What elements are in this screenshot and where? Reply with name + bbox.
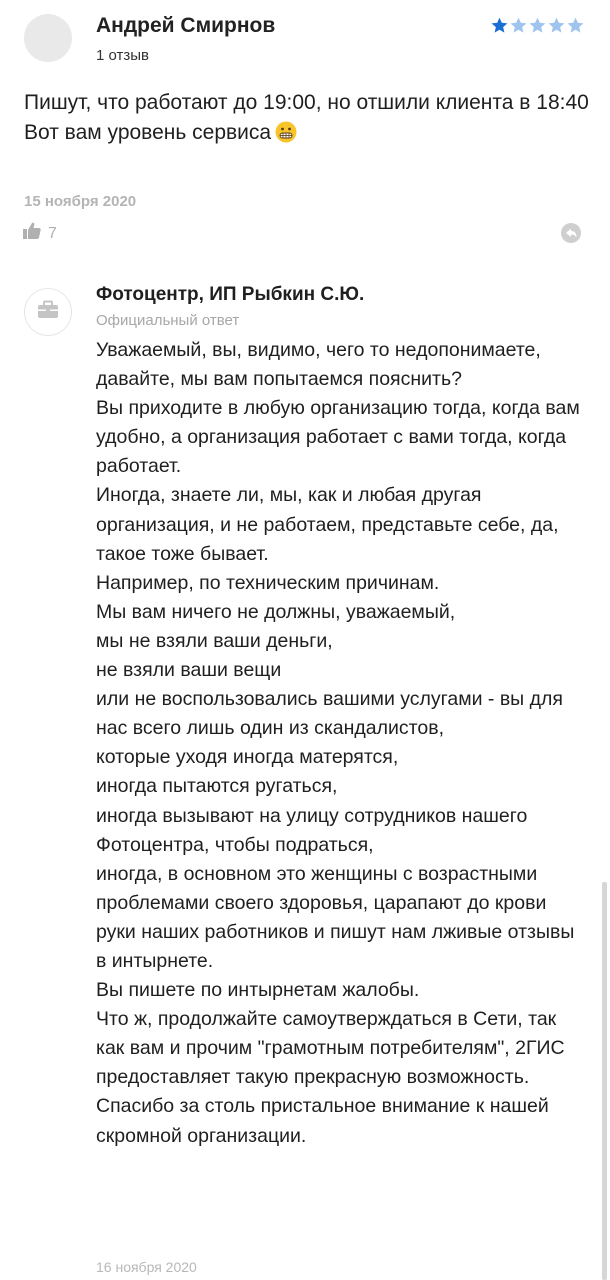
- author-avatar[interactable]: [24, 14, 72, 62]
- thumbs-up-icon: [22, 222, 42, 245]
- reply-line: иногда, в основном это женщины с возрастными проблемами своего здоровья, царапают до крови руки наших работников и пишут нам лживые отзывы в интырнете.: [96, 862, 575, 972]
- star-empty-icon: [547, 16, 566, 35]
- reply-line: или не воспользовались вашими услугами - вы для нас всего лишь один из скандалистов,: [96, 688, 563, 740]
- reply-line: Вы приходите в любую организацию тогда, когда вам удобно, а организация работает с вами тогда, когда работает.: [96, 397, 580, 478]
- reply-line: Вы пишете по интырнетам жалобы.: [96, 979, 420, 1002]
- author-name[interactable]: Андрей Смирнов: [96, 14, 276, 37]
- star-empty-icon: [528, 16, 547, 35]
- org-avatar: [24, 288, 72, 336]
- reply-icon[interactable]: [560, 222, 582, 249]
- review-date: 15 ноября 2020: [24, 193, 137, 210]
- review-text-line: Пишут, что работают до 19:00, но отшили клиента в 18:40: [24, 91, 589, 114]
- review-text: [24, 88, 594, 152]
- official-reply-label: Официальный ответ: [96, 312, 240, 329]
- review-text-line: Вот вам уровень сервиса: [24, 118, 594, 152]
- reply-line: иногда пытаются ругаться,: [96, 775, 338, 798]
- reply-line: мы не взяли ваши деньги,: [96, 629, 333, 652]
- reply-text: [96, 336, 586, 1151]
- star-empty-icon: [566, 16, 585, 35]
- reply-line: Спасибо за столь пристальное внимание к нашей скромной организации.: [96, 1095, 549, 1147]
- reply-date: 16 ноября 2020: [96, 1259, 197, 1275]
- like-count: 7: [48, 224, 57, 242]
- star-empty-icon: [509, 16, 528, 35]
- reply-line: которые уходя иногда матерятся,: [96, 746, 399, 769]
- author-review-count: 1 отзыв: [96, 47, 150, 64]
- reply-line: Уважаемый, вы, видимо, чего то недопонимаете, давайте, мы вам попытаемся пояснить?: [96, 339, 541, 391]
- reply-line: не взяли ваши вещи: [96, 659, 282, 682]
- scrollbar[interactable]: [602, 882, 607, 1280]
- reply-line: Что ж, продолжайте самоутверждаться в Сети, так как вам и прочим "грамотным потребителям", 2ГИС предоставляет такую прекрасную возможность.: [96, 1008, 565, 1089]
- briefcase-icon: [36, 300, 60, 325]
- reply-line: Мы вам ничего не должны, уважаемый,: [96, 600, 456, 623]
- rating-stars: [490, 16, 585, 35]
- grimacing-emoji-icon: [275, 121, 297, 152]
- like-button[interactable]: [22, 222, 57, 245]
- reply-line: Например, по техническим причинам.: [96, 571, 440, 594]
- org-name[interactable]: Фотоцентр, ИП Рыбкин С.Ю.: [96, 284, 365, 305]
- reply-line: иногда вызывают на улицу сотрудников нашего Фотоцентра, чтобы подраться,: [96, 804, 528, 856]
- star-filled-icon: [490, 16, 509, 35]
- reply-line: Иногда, знаете ли, мы, как и любая другая организация, и не работаем, представьте себе, да, такое тоже бывает.: [96, 484, 559, 565]
